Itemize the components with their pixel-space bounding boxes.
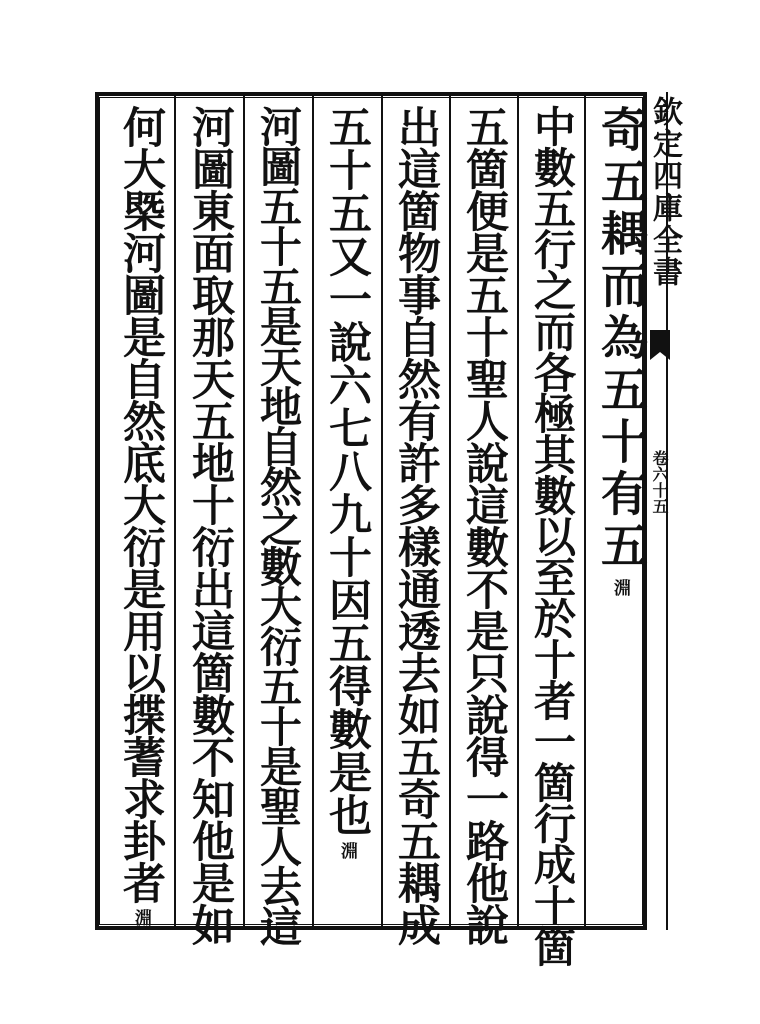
text-column-5 xyxy=(314,105,380,859)
column-text: 奇五耦而為五十有五 xyxy=(593,105,648,573)
column-note: 淵 xyxy=(610,579,630,596)
column-text: 河圖東面取那天五地十衍出這箇數不知他是如 xyxy=(185,105,235,945)
column-text: 何大槩河圖是自然底大衍是用以揲蓍求卦者 xyxy=(116,105,166,903)
column-text: 五十五又一說六七八九十因五得數是也 xyxy=(322,105,372,836)
column-note: 淵 xyxy=(337,842,357,859)
column-text: 河圖五十五是天地自然之數大衍五十是聖人去這 xyxy=(254,105,303,945)
column-text: 五箇便是五十聖人說這數不是只說得一路他說 xyxy=(459,105,509,945)
text-column-3 xyxy=(451,105,517,945)
text-column-4 xyxy=(383,105,449,945)
text-column-6 xyxy=(245,105,311,945)
fishtail-mark-icon xyxy=(650,330,670,360)
text-column-1 xyxy=(587,105,653,596)
column-text: 中數五行之而各極其數以至於十者一箇行成十箇 xyxy=(528,105,577,966)
volume-label: 卷六十五 xyxy=(650,450,669,514)
book-title: 欽定四庫全書 xyxy=(647,96,682,288)
text-column-7 xyxy=(177,105,243,945)
text-column-8 xyxy=(108,105,174,926)
column-divider xyxy=(174,96,176,926)
column-note: 淵 xyxy=(131,909,151,926)
column-text: 出這箇物事自然有許多樣通透去如五奇五耦成 xyxy=(391,105,441,945)
text-column-2 xyxy=(519,105,585,966)
